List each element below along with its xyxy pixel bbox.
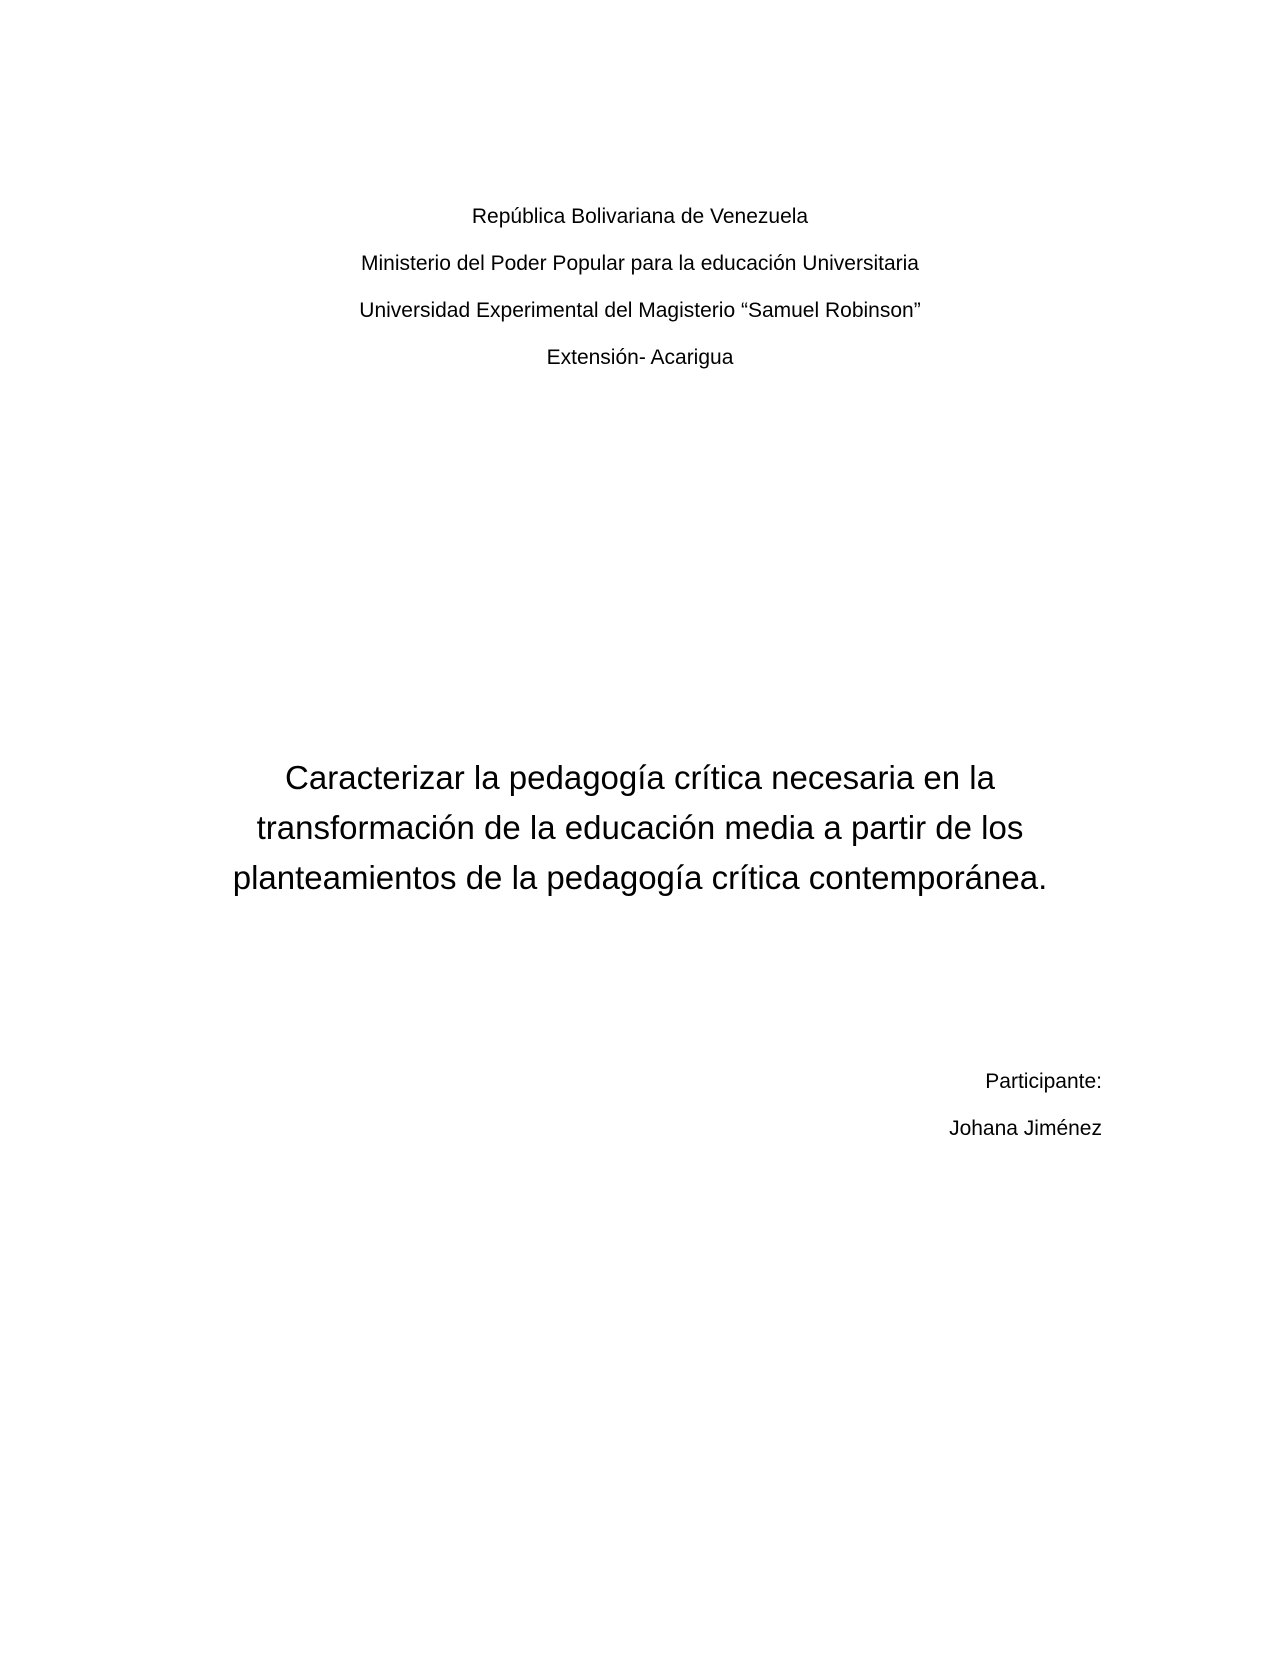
title-line-1: Caracterizar la pedagogía crítica necesaria en la (285, 759, 995, 796)
ministry-line: Ministerio del Poder Popular para la educación Universitaria (361, 252, 919, 275)
title-line-3: planteamientos de la pedagogía crítica contemporánea. (232, 859, 1048, 896)
participant-label: Participante: (985, 1070, 1102, 1093)
country-line: República Bolivariana de Venezuela (471, 205, 809, 228)
university-line: Universidad Experimental del Magisterio “Samuel Robinson” (359, 299, 921, 322)
institution-header (0, 193, 1280, 381)
participant-block (949, 1058, 1102, 1152)
extension-line: Extensión- Acarigua (546, 346, 734, 369)
participant-name: Johana Jiménez (949, 1117, 1102, 1140)
document-title (0, 753, 1280, 903)
title-line-2: transformación de la educación media a partir de los (256, 809, 1024, 846)
